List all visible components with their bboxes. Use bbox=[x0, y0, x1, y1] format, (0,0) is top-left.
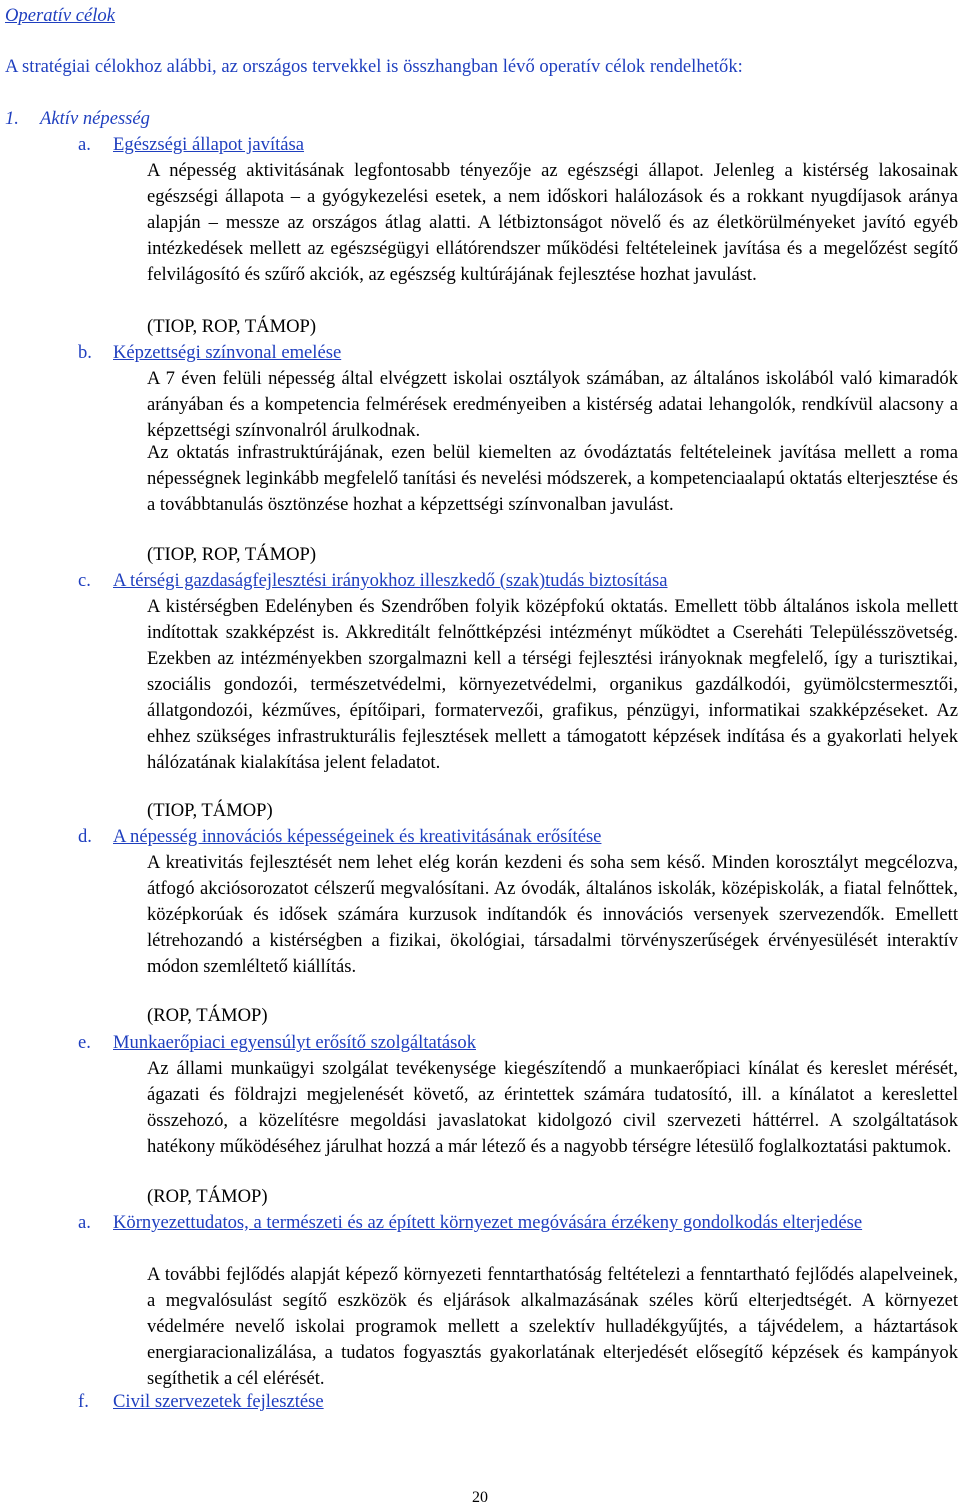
page-number: 20 bbox=[472, 1489, 488, 1506]
section-title-knowledge: A térségi gazdaságfejlesztési irányokhoz illeszkedő (szak)tudás biztosítása bbox=[113, 570, 668, 591]
program-tag-health: (TIOP, ROP, TÁMOP) bbox=[147, 316, 317, 337]
section-marker-f: f. bbox=[78, 1391, 89, 1412]
section-marker-a: a. bbox=[78, 134, 91, 155]
section-heading: Operatív célok bbox=[5, 5, 115, 26]
program-tag-knowledge: (TIOP, TÁMOP) bbox=[147, 800, 273, 821]
section-paragraph-environment: A további fejlődés alapját képező környezeti fenntarthatóság feltételezi a fenntartható fejlődés alapelveinek, a megvalósulást segítő eszközök és eljárások alkalmazásának széles körű elterjedtségét. A környezet védelmére nevelő iskolai programok mellett a szelektív hulladékgyűjtés, a tájvédelem, a háztartások energiaracionalizálása, a tudatos fogyasztás gyakorlatának elterjedését elősegítő képzések és kampányok segíthetik a cél elérését. bbox=[147, 1264, 958, 1389]
section-marker-c: c. bbox=[78, 570, 91, 591]
goal-number: 1. bbox=[5, 108, 19, 129]
goal-title: Aktív népesség bbox=[40, 108, 150, 129]
section-marker-a2: a. bbox=[78, 1212, 91, 1233]
program-tag-innovation: (ROP, TÁMOP) bbox=[147, 1005, 268, 1026]
intro-text: A stratégiai célokhoz alábbi, az országos tervekkel is összhangban lévő operatív célok rendelhetők: bbox=[5, 56, 743, 77]
section-paragraph-innovation: A kreativitás fejlesztését nem lehet elég korán kezdeni és soha sem késő. Minden korosztályt megcélozva, átfogó akciósorozatot célszerű megvalósítani. Az óvodák, általános iskolák, középiskolák, a fiatal felnőttek, középkorúak és idősek számára kurzusok indítandók és innovációs versenyek szervezendők. Emellett létrehozandó a kistérségben a fizikai, ökológiai, társadalmi törvényszerűségek érvényesülését interaktív módon szemléltető kiállítás. bbox=[147, 852, 958, 977]
section-title-civil: Civil szervezetek fejlesztése bbox=[113, 1391, 324, 1412]
section-paragraph-skills-2: Az oktatás infrastruktúrájának, ezen belül kiemelten az óvodáztatás feltételeinek javítása mellett a roma népességnek leginkább megfelelő tanítási és nevelési módszerek, a kompetenciaalapú oktatás elterjesztése és a továbbtanulás ösztönzése hozhat a képzettségi színvonalban javulást. bbox=[147, 442, 958, 515]
section-paragraph-health: A népesség aktivitásának legfontosabb tényezője az egészségi állapot. Jelenleg a kistérség lakosainak egészségi állapota – a gyógykezelési esetek, a nem időskori halálozások és a rokkant nyugdíjasok aránya alapján – messze az országos átlag alatti. A létbiztonságot növelő és az életkörülményeket javító egyéb intézkedések mellett az egészségügyi ellátórendszer működési feltételeinek javítása és a megelőzést segítő felvilágosító és szűrő akciók, az egészség kultúrájának fejlesztése hozhat javulást. bbox=[147, 160, 958, 285]
program-tag-labour: (ROP, TÁMOP) bbox=[147, 1186, 268, 1207]
section-paragraph-labour: Az állami munkaügyi szolgálat tevékenysége kiegészítendő a munkaerőpiaci kínálat és kereslet mérését, ágazati és földrajzi megjelenését követő, az érintettek számára tudatosító, ill. a kínálatot a kereslettel összehozó, a közelítésre megoldási javaslatokat kidolgozó civil szervezeti háttérrel. A szolgáltatások hatékony működéséhez járulhat hozzá a már létező és a nagyobb térségre létesülő foglalkoztatási paktumok. bbox=[147, 1058, 958, 1157]
program-tag-skills: (TIOP, ROP, TÁMOP) bbox=[147, 544, 317, 565]
section-title-innovation: A népesség innovációs képességeinek és kreativitásának erősítése bbox=[113, 826, 602, 847]
section-title-environment: Környezettudatos, a természeti és az épített környezet megóvására érzékeny gondolkodás elterjedése bbox=[113, 1212, 863, 1233]
section-marker-e: e. bbox=[78, 1032, 91, 1053]
section-title-health: Egészségi állapot javítása bbox=[113, 134, 305, 155]
section-paragraph-skills-1: A 7 éven felüli népesség által elvégzett iskolai osztályok számában, az általános iskolából való kimaradók arányában és a kompetencia felmérések eredményeiben a kistérség adatai lehangolók, rendkívül alacsony a képzettségi színvonalról árulkodnak. bbox=[147, 368, 958, 441]
section-marker-d: d. bbox=[78, 826, 92, 847]
section-title-skills: Képzettségi színvonal emelése bbox=[113, 342, 342, 363]
section-paragraph-knowledge: A kistérségben Edelényben és Szendrőben folyik középfokú oktatás. Emellett több általános iskola mellett indítottak szakképzést is. Akkreditált felnőttképzési intézményt működtet a Csereháti Településszövetség. Ezekben az intézményekben szorgalmazni kell a térségi fejlesztési irányoknak megfelelő, így a turisztikai, szociális gondozói, természetvédelmi, környezetvédelmi, organikus gazdálkodói, gyümölcstermesztői, állatgondozói, kézműves, építőipari, formatervezői, grafikus, pénzügyi, informatikai szakképzéseket. Az ehhez szükséges infrastrukturális fejlesztések mellett a támogatott képzések indítása és a gyakorlati helyek hálózatának kialakítása jelent feladatot. bbox=[147, 596, 958, 773]
section-marker-b: b. bbox=[78, 342, 92, 363]
section-title-labour: Munkaerőpiaci egyensúlyt erősítő szolgáltatások bbox=[113, 1032, 476, 1053]
